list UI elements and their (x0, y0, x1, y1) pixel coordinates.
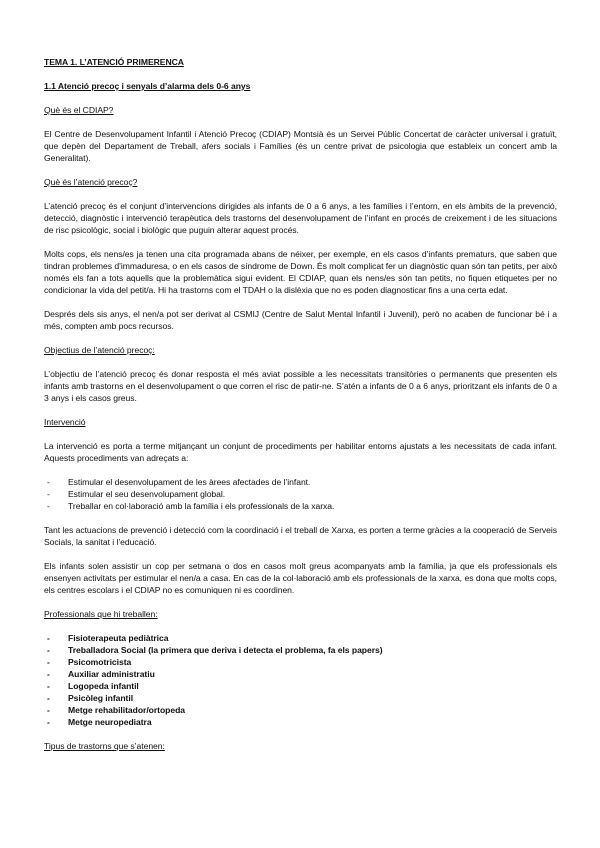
list-item: - Metge rehabilitador/ortopeda (44, 704, 557, 716)
paragraph-intervencio-families: Els infants solen assistir un cop per setmana o dos en casos molt greus acompanyats amb la família, ja que els professionals els ensenyen activitats per estimular el nen/a a casa. En cas de la col·laboració amb els professionals de la xarxa, es dona que molts cops, els centres escolars i el CDIAP no es comuniquen ni es coordinen. (44, 561, 557, 595)
paragraph-intervencio-intro: La intervenció es porta a terme mitjançant un conjunt de procediments per habilitar entorns ajustats a les necessitats de cada infant. Aquests procediments van adreçats a: (44, 441, 557, 463)
paragraph-atencio-diagnosis: Molts cops, els nens/es ja tenen una cita programada abans de néixer, per exemple, en els casos d’infants prematurs, que saben que tindran problemes d’immaduresa, o en els casos de síndrome de Down. És molt complicat fer un diagnòstic quan són tan petits, per això només els fan a tots aquells que la problemàtica sigui evident. El CDIAP, quan els nens/es són tan petits, no fiquen etiquetes per no condicionar la vida del petit/a. Hi ha trastorns com el TDAH o la dislèxia que no es poden diagnosticar fins a una certa edat. (44, 249, 557, 295)
list-item: - Auxiliar administratiu (44, 668, 557, 680)
document-title: TEMA 1. L’ATENCIÓ PRIMERENCA (44, 57, 184, 67)
section-subtitle: 1.1 Atenció precoç i senyals d’alarma dels 0-6 anys (44, 81, 251, 91)
professionals-list (44, 632, 557, 728)
heading-objectius: Objectius de l’atenció precoç: (44, 345, 155, 355)
list-item: - Treballar en col·laboració amb la família i els professionals de la xarxa. (44, 500, 557, 512)
paragraph-atencio-csmij: Després dels sis anys, el nen/a pot ser derivat al CSMIJ (Centre de Salut Mental Infantil i Juvenil), però no acaben de funcionar bé i a més, compten amb pocs recursos. (44, 309, 557, 331)
heading-cdiap: Què és el CDIAP? (44, 105, 114, 115)
paragraph-cdiap: El Centre de Desenvolupament Infantil i Atenció Precoç (CDIAP) Montsià és un Servei Públic Concertat de caràcter universal i gratuït, que depèn del Departament de Treball, afers socials i Famílies (és un centre privat de psicologia que estableix un concert amb la Generalitat). (44, 129, 557, 163)
heading-tipus-trastorns: Tipus de trastorns que s’atenen: (44, 741, 165, 751)
list-item: - Psicomotricista (44, 656, 557, 668)
heading-atencio-precoc: Què és l’atenció precoç? (44, 177, 138, 187)
list-item: - Estimular el desenvolupament de les àrees afectades de l’infant. (44, 476, 557, 488)
paragraph-intervencio-xarxa: Tant les actuacions de prevenció i detecció com la coordinació i el treball de Xarxa, es porten a terme gràcies a la cooperació de Serveis Socials, la sanitat i l’educació. (44, 525, 557, 547)
heading-professionals: Professionals que hi treballen: (44, 609, 158, 619)
paragraph-objectius: L’objectiu de l’atenció precoç és donar resposta el més aviat possible a les necessitats transitòries o permanents que presenten els infants amb trastorns en el desenvolupament o que corren el risc de patir-ne. S’atén a infants de 0 a 6 anys, prioritzant els infants de 0 a 3 anys i els casos greus. (44, 369, 557, 403)
list-item: - Treballadora Social (la primera que deriva i detecta el problema, fa els papers) (44, 644, 557, 656)
document-content (44, 56, 557, 764)
list-item: - Metge neuropediatra (44, 716, 557, 728)
intervencio-list (44, 476, 557, 512)
list-item: - Logopeda infantil (44, 680, 557, 692)
list-item: - Psicòleg infantil (44, 692, 557, 704)
list-item: - Fisioterapeuta pediàtrica (44, 632, 557, 644)
heading-intervencio: Intervenció (44, 417, 86, 427)
paragraph-atencio-definition: L’atenció precoç és el conjunt d’intervencions dirigides als infants de 0 a 6 anys, a les famílies i l’entorn, en els àmbits de la prevenció, detecció, diagnòstic i intervenció terapèutica dels trastorns del desenvolupament de l’infant en procés de creixement i de les situacions de risc psicològic, social i biològic que puguin alterar aquest procés. (44, 201, 557, 235)
list-item: - Estimular el seu desenvolupament global. (44, 488, 557, 500)
